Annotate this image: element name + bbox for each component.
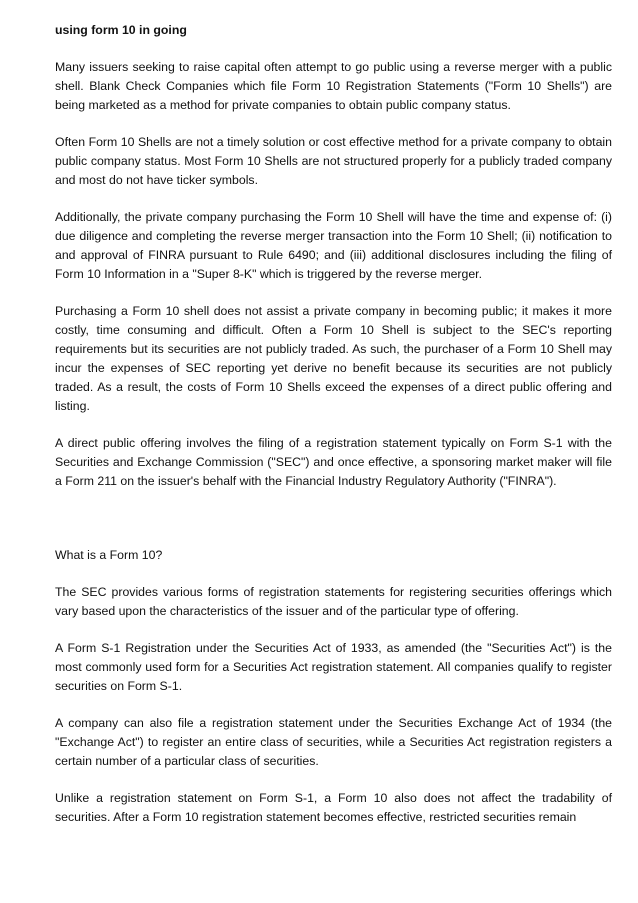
paragraph: Many issuers seeking to raise capital often attempt to go public using a reverse merger with a public shell. Blank Check Companies which file Form 10 Registration Statements ("Form 10 Shells") are being marketed as a method for private companies to obtain public company status.	[55, 60, 612, 112]
paragraph: A Form S-1 Registration under the Securities Act of 1933, as amended (the "Securities Act") is the most commonly used form for a Securities Act registration statement. All companies qualify to register securities on Form S-1.	[55, 641, 612, 693]
document-page	[55, 21, 612, 845]
paragraph: Purchasing a Form 10 shell does not assist a private company in becoming public; it makes it more costly, time consuming and difficult. Often a Form 10 Shell is subject to the SEC's reporting requirements but its securities are not publicly traded. As such, the purchaser of a Form 10 Shell may incur the expenses of SEC reporting yet derive no benefit because its securities are not publicly traded. As a result, the costs of Form 10 Shells exceed the expenses of a direct public offering and listing.	[55, 304, 612, 413]
section-heading: What is a Form 10?	[55, 548, 163, 562]
paragraph: Unlike a registration statement on Form S-1, a Form 10 also does not affect the tradability of securities. After a Form 10 registration statement becomes effective, restricted securities remain	[55, 791, 612, 824]
paragraph: Often Form 10 Shells are not a timely solution or cost effective method for a private company to obtain public company status. Most Form 10 Shells are not structured properly for a publicly traded company and most do not have ticker symbols.	[55, 135, 612, 187]
section-spacer	[55, 509, 612, 546]
paragraph: A company can also file a registration statement under the Securities Exchange Act of 1934 (the "Exchange Act") to register an entire class of securities, while a Securities Act registration registers a certain number of a particular class of securities.	[55, 716, 612, 768]
paragraph: Additionally, the private company purchasing the Form 10 Shell will have the time and expense of: (i) due diligence and completing the reverse merger transaction into the Form 10 Shell; (ii) notification to and approval of FINRA pursuant to Rule 6490; and (iii) additional disclosures including the filing of Form 10 Information in a "Super 8-K" which is triggered by the reverse merger.	[55, 210, 612, 281]
paragraph: The SEC provides various forms of registration statements for registering securities offerings which vary based upon the characteristics of the issuer and of the particular type of offering.	[55, 585, 612, 618]
document-title: using form 10 in going	[55, 23, 187, 37]
paragraph: A direct public offering involves the filing of a registration statement typically on Form S-1 with the Securities and Exchange Commission ("SEC") and once effective, a sponsoring market maker will file a Form 211 on the issuer's behalf with the Financial Industry Regulatory Authority ("FINRA").	[55, 436, 612, 488]
